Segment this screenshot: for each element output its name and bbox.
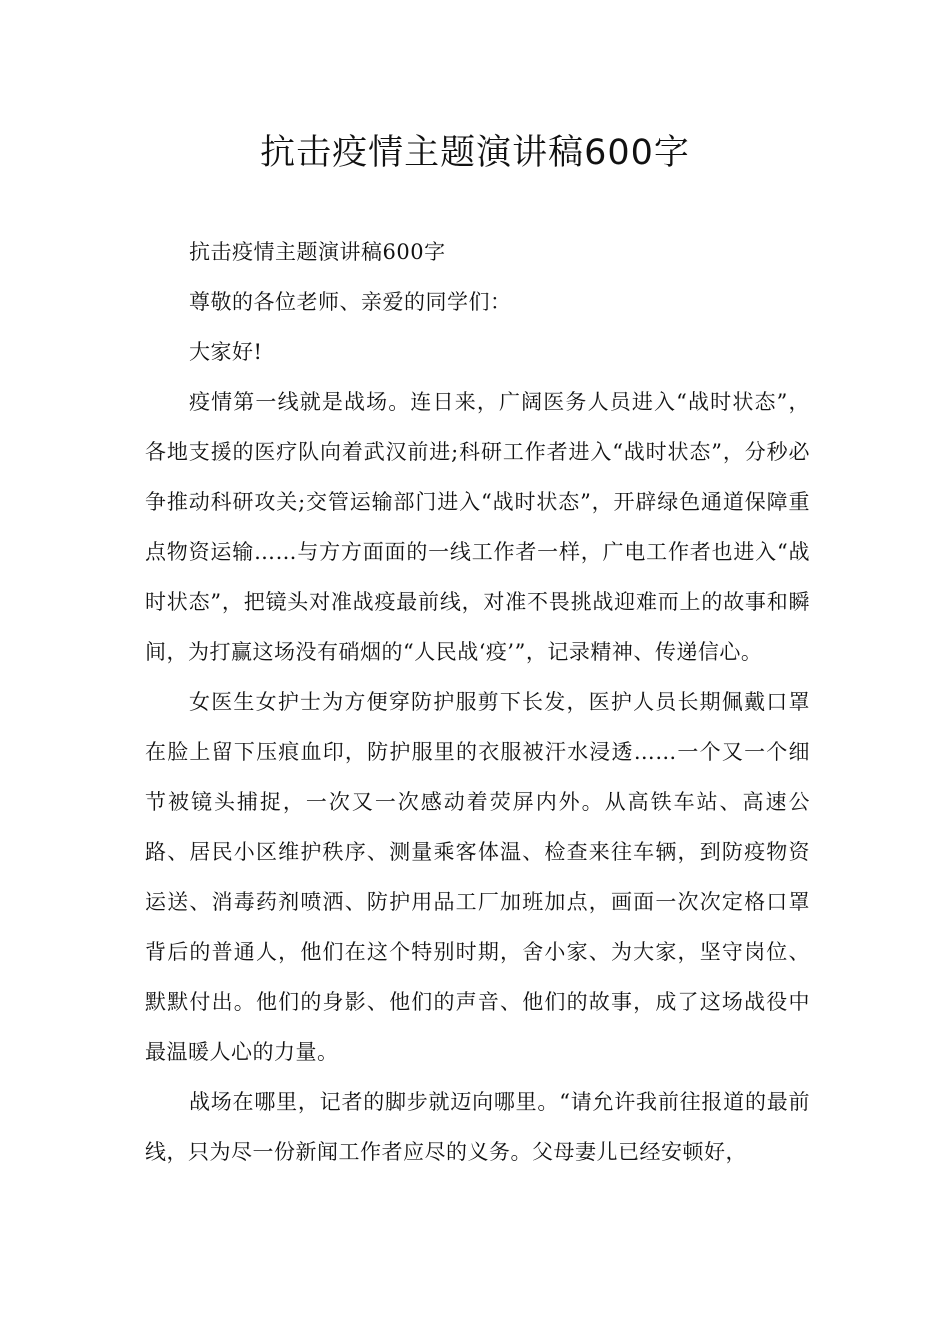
paragraph-reporters: 战场在哪里，记者的脚步就迈向哪里。“请允许我前往报道的最前线，只为尽一份新闻工作者应尽的义务。父母妻儿已经安顿好， xyxy=(145,1090,810,1164)
paragraph-heading-repeat: 抗击疫情主题演讲稿600字 xyxy=(189,240,446,264)
paragraph-salutation: 尊敬的各位老师、亲爱的同学们： xyxy=(189,290,512,314)
paragraph-frontline: 疫情第一线就是战场。连日来，广阔医务人员进入“战时状态”，各地支援的医疗队向着武汉前进;科研工作者进入“战时状态”，分秒必争推动科研攻关;交管运输部门进入“战时状态”，开辟绿色通道保障重点物资运输……与方方面面的一线工作者一样，广电工作者也进入“战时状态”，把镜头对准战疫最前线，对准不畏挑战迎难而上的故事和瞬间，为打赢这场没有硝烟的“人民战‘疫’”，记录精神、传递信心。 xyxy=(145,390,810,664)
document-title: 抗击疫情主题演讲稿600字 xyxy=(260,133,690,173)
document-body xyxy=(145,227,810,1177)
paragraph-medical-staff: 女医生女护士为方便穿防护服剪下长发，医护人员长期佩戴口罩在脸上留下压痕血印，防护服里的衣服被汗水浸透……一个又一个细节被镜头捕捉，一次又一次感动着荧屏内外。从高铁车站、高速公路、居民小区维护秩序、测量乘客体温、检查来往车辆，到防疫物资运送、消毒药剂喷洒、防护用品工厂加班加点，画面一次次定格口罩背后的普通人，他们在这个特别时期，舍小家、为大家，坚守岗位、默默付出。他们的身影、他们的声音、他们的故事，成了这场战役中最温暖人心的力量。 xyxy=(145,690,810,1064)
paragraph-greeting: 大家好! xyxy=(189,340,263,364)
